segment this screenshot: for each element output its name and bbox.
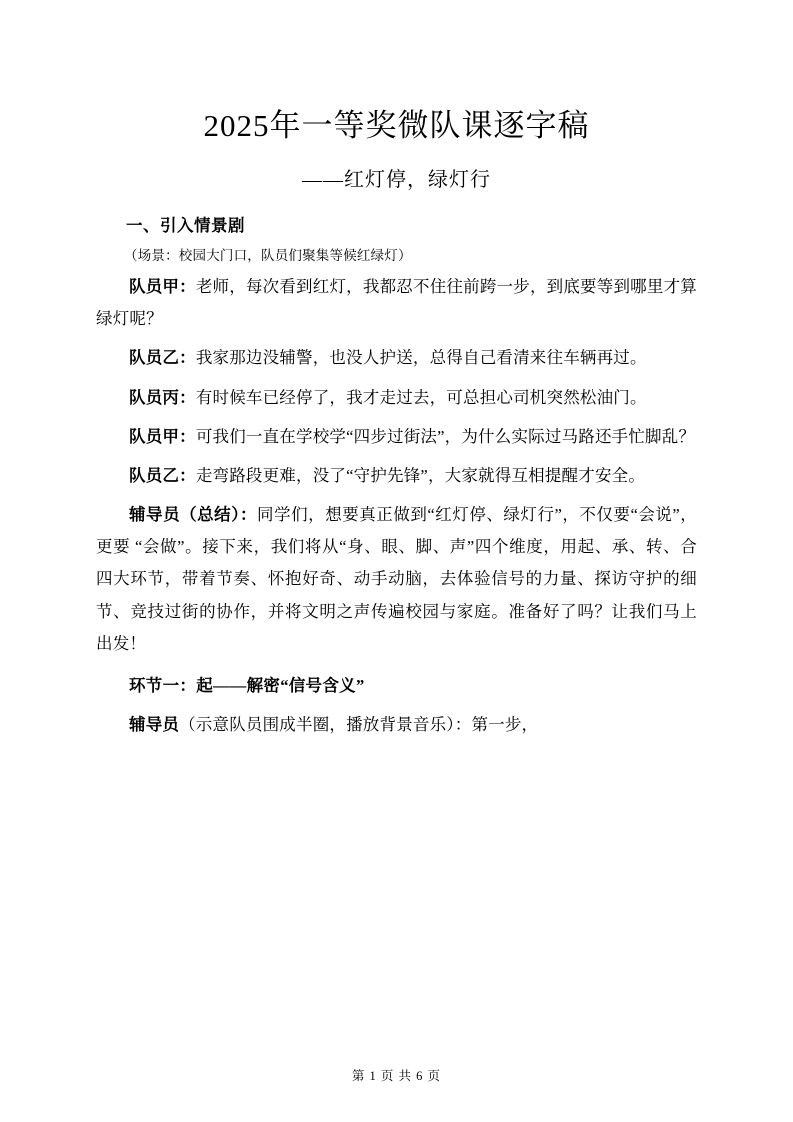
speaker-label: 队员甲： <box>129 277 196 296</box>
speaker-label: 队员乙： <box>129 465 196 485</box>
dialogue-text: （示意队员围成半圈，播放背景音乐）：第一步， <box>179 715 539 735</box>
dialogue-line <box>96 421 697 453</box>
subsection-heading: 环节一：起——解密“信号含义” <box>129 675 365 695</box>
stage-direction: （场景：校园大门口，队员们聚集等候红绿灯） <box>124 248 412 263</box>
dialogue-text: 走弯路段更难，没了“守护先锋”，大家就得互相提醒才安全。 <box>195 465 646 485</box>
page-subtitle: ——红灯停，绿灯行 <box>302 169 491 191</box>
dialogue-text: 可我们一直在学校学“四步过街法”，为什么实际过马路还手忙脚乱？ <box>195 426 696 446</box>
speaker-label: 辅导员（总结）： <box>129 505 258 525</box>
dialogue-text: 有时候车已经停了，我才走过去，可总担心司机突然松油门。 <box>195 387 647 407</box>
dialogue-line <box>96 460 697 492</box>
dialogue-line <box>96 382 697 414</box>
dialogue-text: 我家那边没辅警，也没人护送，总得自己看清来往车辆再过。 <box>195 348 647 368</box>
speaker-label: 队员甲： <box>129 426 196 446</box>
dialogue-line-summary <box>96 499 697 660</box>
dialogue-text: 同学们，想要真正做到“红灯停、绿灯行”，不仅要“会说”，更要 “会做”。接下来，我们将从“身、眼、脚、声”四个维度，用起、承、转、合四大环节，带着节奏、怀抱好奇、动手动脑，去体验信号的力量、探访守护的细节、竞技过街的协作，并将文明之声传遍校园与家庭。准备好了吗？让我们马上出发！ <box>96 505 697 653</box>
page-content <box>96 72 697 1062</box>
dialogue-text: 老师，每次看到红灯，我都忍不住往前跨一步，到底要等到哪里才算绿灯呢？ <box>96 277 697 329</box>
page-title: 2025年一等奖微队课逐字稿 <box>203 108 590 143</box>
page-footer: 第 1 页 共 6 页 <box>351 1069 442 1083</box>
dialogue-line <box>96 709 697 741</box>
dialogue-line <box>96 271 697 335</box>
speaker-label: 队员乙： <box>129 348 196 368</box>
speaker-label: 辅导员 <box>129 715 180 735</box>
section-heading: 一、引入情景剧 <box>126 216 245 235</box>
speaker-label: 队员丙： <box>129 387 196 407</box>
dialogue-line <box>96 342 697 374</box>
